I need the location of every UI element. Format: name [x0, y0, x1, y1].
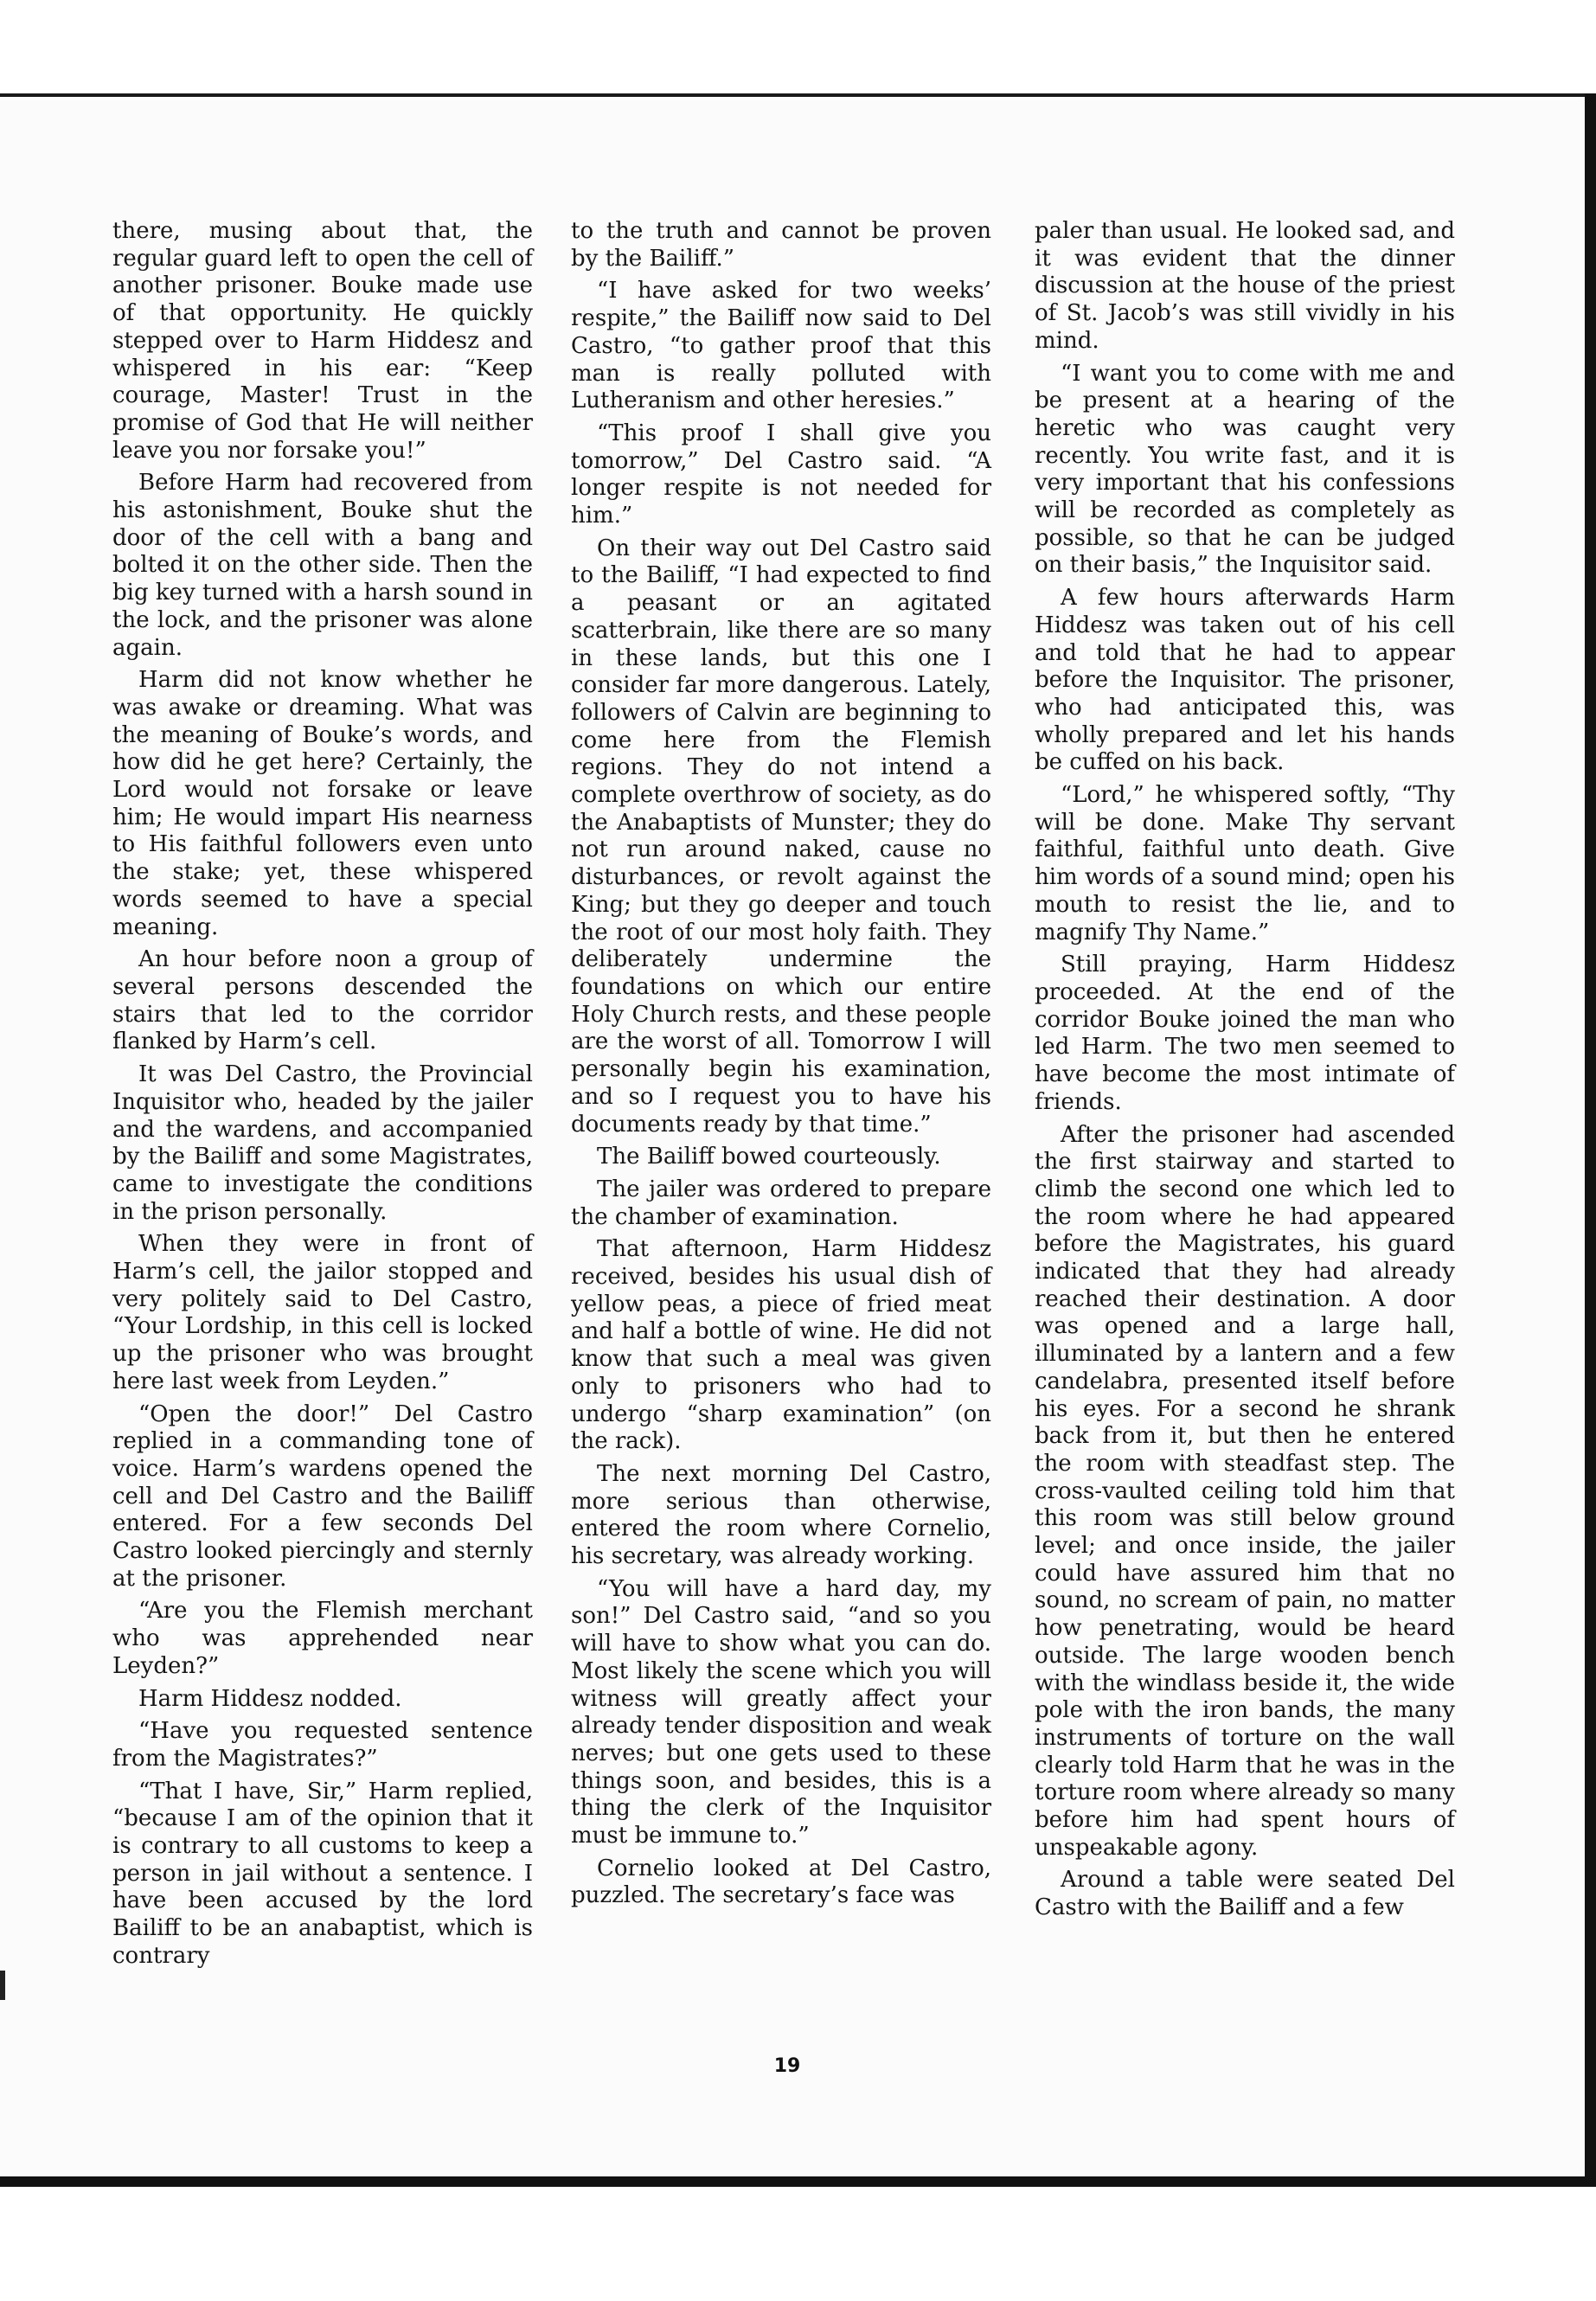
paragraph: After the prisoner had ascended the first stairway and started to climb the second one which led to the room where he had appeared before the Magistrates, his guard indicated that they had already reached their destination. A door was opened and a large hall, illuminated by a lantern and a few candelabra, presented itself before his eyes. For a second he shrank back from it, but then he entered the room with steadfast step. The cross-vaulted ceiling told him that this room was still below ground level; and once inside, the jailer could have assured him that no sound, no scream of pain, no matter how penetrating, would be heard outside. The large wooden bench with the windlass beside it, the wide pole with the iron bands, the many instruments of torture on the wall clearly told Harm that he was in the torture room where already so many before him had spent hours of unspeakable agony. — [1035, 1121, 1455, 1861]
paragraph: Before Harm had recovered from his astonishment, Bouke shut the door of the cell with a bang and bolted it on the other side. Then the big key turned with a harsh sound in the lock, and the prisoner was alone again. — [112, 470, 533, 661]
paragraph: Harm did not know whether he was awake or dreaming. What was the meaning of Bouke’s words, and how did he get here? Certainly, the Lord would not forsake or leave him; He would impart His nearness to His faithful followers even unto the stake; yet, these whispered words seemed to have a special meaning. — [112, 667, 533, 940]
page-number: 19 — [773, 2055, 801, 2077]
paragraph: When they were in front of Harm’s cell, the jailor stopped and very politely said to Del Castro, “Your Lordship, in this cell is locked up the prisoner who was brought here last week from Leyden.” — [112, 1231, 533, 1394]
paragraph: Harm Hiddesz nodded. — [138, 1685, 402, 1712]
paragraph: A few hours afterwards Harm Hiddesz was taken out of his cell and told that he had to appear before the Inquisitor. The prisoner, who had anticipated this, was wholly prepared and let his hands be cuffed on his back. — [1035, 585, 1455, 776]
paragraph: to the truth and cannot be proven by the Bailiff.” — [571, 218, 991, 272]
paragraph: “I want you to come with me and be present at a hearing of the heretic who was caught very recently. You write fast, and it is very important that his confessions will be recorded as completely as possible, so that he can be judged on their basis,” the Inquisitor said. — [1035, 360, 1455, 579]
page-right-edge — [1585, 93, 1596, 2187]
paragraph: “You will have a hard day, my son!” Del Castro said, “and so you will have to show what you can do. Most likely the scene which you will witness will greatly affect your already tender disposition and weak nerves; but one gets used to these things soon, and besides, this is a thing the clerk of the Inquisitor must be immune to.” — [571, 1575, 991, 1849]
paragraph: The next morning Del Castro, more serious than otherwise, entered the room where Cornelio, his secretary, was already working. — [571, 1460, 991, 1570]
text-column-2 — [571, 218, 991, 1915]
paragraph: That afternoon, Harm Hiddesz received, besides his usual dish of yellow peas, a piece of fried meat and half a bottle of wine. He did not know that such a meal was given only to prisoners who had to undergo “sharp examination” (on the rack). — [571, 1236, 991, 1455]
paragraph: It was Del Castro, the Provincial Inquisitor who, headed by the jailer and the wardens, and accompanied by the Bailiff and some Magistrates, came to investigate the conditions in the prison personally. — [112, 1061, 533, 1225]
paragraph: Around a table were seated Del Castro with the Bailiff and a few — [1035, 1867, 1455, 1921]
paragraph: The jailer was ordered to prepare the chamber of examination. — [571, 1176, 991, 1230]
paragraph: An hour before noon a group of several persons descended the stairs that led to the corridor flanked by Harm’s cell. — [112, 946, 533, 1055]
text-column-1 — [112, 218, 533, 1976]
paragraph: “Are you the Flemish merchant who was apprehended near Leyden?” — [112, 1598, 533, 1679]
page-margin-mark — [0, 1971, 5, 2000]
paragraph: “This proof I shall give you tomorrow,” Del Castro said. “A longer respite is not needed for him.” — [571, 420, 991, 529]
paragraph: Cornelio looked at Del Castro, puzzled. The secretary’s face was — [571, 1855, 991, 1909]
paragraph: “Have you requested sentence from the Magistrates?” — [112, 1718, 533, 1772]
paragraph: paler than usual. He looked sad, and it was evident that the dinner discussion at the house of the priest of St. Jacob’s was still vividly in his mind. — [1035, 218, 1455, 354]
paragraph: “Open the door!” Del Castro replied in a commanding tone of voice. Harm’s wardens opened the cell and Del Castro and the Bailiff entered. For a few seconds Del Castro looked piercingly and sternly at the prisoner. — [112, 1400, 533, 1592]
page-bottom-edge — [0, 2176, 1596, 2187]
paragraph: “Lord,” he whispered softly, “Thy will be done. Make Thy servant faithful, faithful unto death. Give him words of a sound mind; open his mouth to resist the lie, and to magnify Thy Name.” — [1035, 782, 1455, 945]
paragraph: “I have asked for two weeks’ respite,” the Bailiff now said to Del Castro, “to gather proof that this man is really polluted with Lutheranism and other heresies.” — [571, 278, 991, 414]
paragraph: On their way out Del Castro said to the Bailiff, “I had expected to find a peasant or an agitated scatterbrain, like there are so many in these lands, but this one I consider far more dangerous. Lately, followers of Calvin are beginning to come here from the Flemish regions. They do not intend a complete overthrow of society, as do the Anabaptists of Munster; they do not run around naked, cause no disturbances, or revolt against the King; but they go deeper and touch the root of our most holy faith. They deliberately undermine the foundations on which our entire Holy Church rests, and these people are the worst of all. Tomorrow I will personally begin his examination, and so I request you to have his documents ready by that time.” — [571, 535, 991, 1138]
paragraph: there, musing about that, the regular guard left to open the cell of another prisoner. Bouke made use of that opportunity. He quickly stepped over to Harm Hiddesz and whispered in his ear: “Keep courage, Master! Trust in the promise of God that He will neither leave you nor forsake you!” — [112, 218, 533, 464]
paragraph: The Bailiff bowed courteously. — [597, 1144, 941, 1170]
paragraph: Still praying, Harm Hiddesz proceeded. At the end of the corridor Bouke joined the man who led Harm. The two men seemed to have become the most intimate of friends. — [1035, 952, 1455, 1115]
paragraph: “That I have, Sir,” Harm replied, “because I am of the opinion that it is contrary to all customs to keep a person in jail without a sentence. I have been accused by the lord Bailiff to be an anabaptist, which is contrary — [112, 1778, 533, 1969]
text-column-3 — [1035, 218, 1455, 1927]
